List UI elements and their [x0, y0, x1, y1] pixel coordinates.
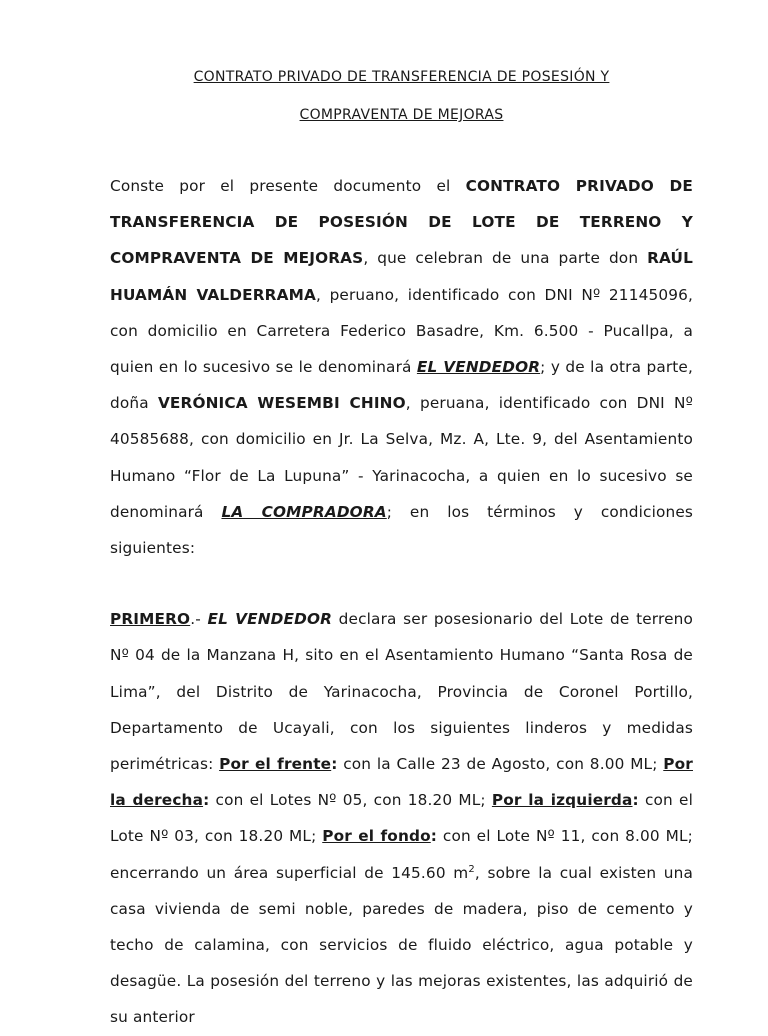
contract-name: CONTRATO PRIVADO DE TRANSFERENCIA DE POSESIÓN DE LOTE DE TERRENO Y COMPRAVENTA DE MEJORAS: [110, 177, 693, 268]
document-title-line-2: COMPRAVENTA DE MEJORAS: [299, 107, 504, 123]
intro-text: , peruano, identificado con DNI Nº 21145096, con domicilio en Carretera Federico Basadre, Km. 6.500 - Pucallpa, a quien en lo sucesivo se le denominará: [110, 285, 693, 377]
intro-text: ; y de la otra parte, doña: [110, 358, 694, 413]
clause-text: .-: [190, 610, 208, 629]
buyer-name: VERÓNICA WESEMBI CHINO: [157, 394, 406, 413]
clause-text: con la Calle 23 de Agosto, con 8.00 ML;: [337, 755, 664, 774]
seller-name: RAÚL HUAMÁN VALDERRAMA: [110, 249, 693, 304]
document-title-line-1: CONTRATO PRIVADO DE TRANSFERENCIA DE POSESIÓN Y: [193, 69, 610, 85]
buyer-role: LA COMPRADORA: [221, 502, 387, 521]
clause-text: con el Lote Nº 11, con 8.00 ML; encerrando un área superficial de 145.60 m: [110, 827, 693, 882]
boundary-front-label: Por el frente: [219, 755, 332, 774]
intro-text: , que celebran de una parte don: [363, 249, 648, 268]
seller-role: EL VENDEDOR: [416, 358, 541, 377]
boundary-colon: :: [203, 791, 210, 810]
boundary-right-label: Por la derecha: [110, 755, 693, 810]
boundary-back-label: Por el fondo: [322, 827, 431, 846]
boundary-colon: :: [430, 827, 438, 846]
clause-text: con el Lote Nº 03, con 18.20 ML;: [110, 791, 693, 846]
clause-heading: PRIMERO: [110, 610, 191, 629]
intro-text: , peruana, identificado con DNI Nº 40585688, con domicilio en Jr. La Selva, Mz. A, Lte. 9, del Asentamiento Humano “Flor de La Lupuna” - Yarinacocha, a quien en lo sucesivo se denominará: [110, 394, 693, 521]
boundary-colon: :: [632, 791, 639, 810]
boundary-colon: :: [331, 755, 338, 774]
clause-text: , sobre la cual existen una casa vivienda de semi noble, paredes de madera, piso de cemento y techo de calamina, con servicios de fluido eléctrico, agua potable y desagüe. La posesión del terreno y las mejoras existentes, las adquirió de su anterior: [110, 863, 693, 1027]
clause-text: con el Lotes Nº 05, con 18.20 ML;: [209, 791, 492, 810]
area-exponent: 2: [468, 863, 475, 875]
intro-paragraph: [110, 168, 693, 566]
boundary-left-label: Por la izquierda: [491, 791, 633, 810]
clause-text: declara ser posesionario del Lote de terreno Nº 04 de la Manzana H, sito en el Asentamiento Humano “Santa Rosa de Lima”, del Distrito de Yarinacocha, Provincia de Coronel Portillo, Departamento de Ucayali, con los siguientes linderos y medidas perimétricas:: [110, 610, 693, 774]
clause-primero: [110, 601, 693, 1035]
seller-role: EL VENDEDOR: [207, 610, 333, 629]
intro-text: Conste por el presente documento el: [110, 177, 466, 195]
intro-text: ; en los términos y condiciones siguientes:: [110, 502, 694, 558]
